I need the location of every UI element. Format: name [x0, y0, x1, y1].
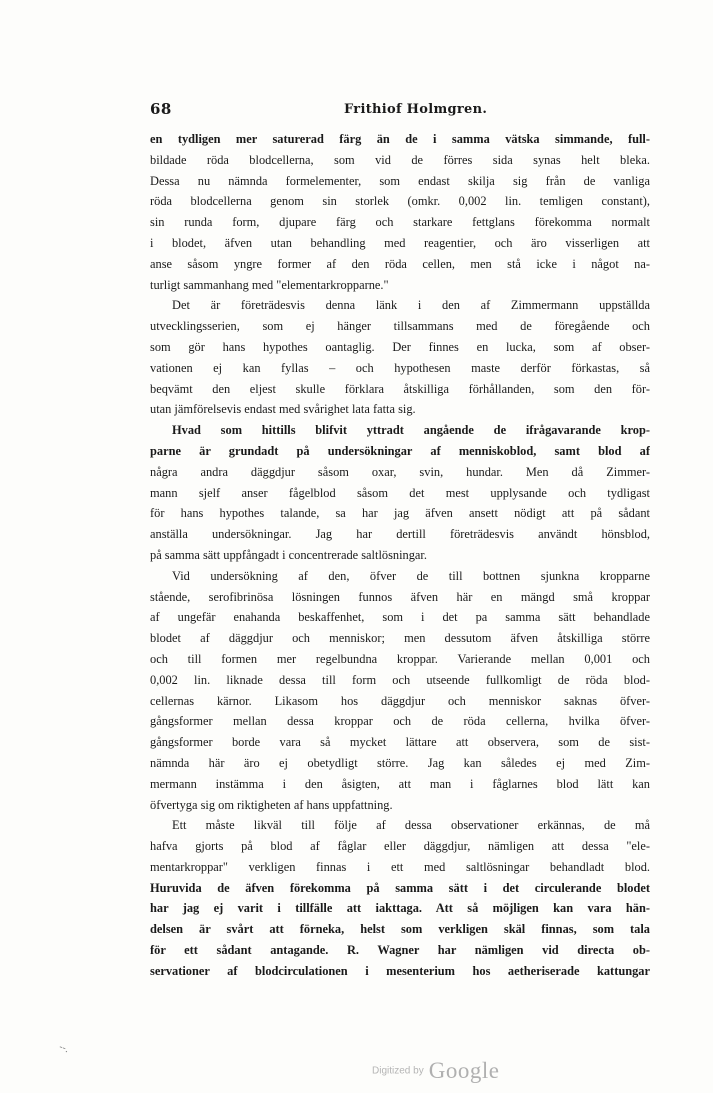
text-line: gångsformer mellan dessa kroppar och de röda cellerna, hvilka öfver- — [150, 714, 650, 729]
text-line: några andra däggdjur såsom oxar, svin, hundar. Men då Zimmer- — [150, 464, 650, 479]
text-line: hafva gjorts på blod af fåglar eller däggdjur, nämligen att dessa "ele- — [150, 839, 650, 854]
text-line: har jag ej varit i tillfälle att iakttaga. Att så möjligen kan vara hän- — [150, 901, 650, 916]
text-line: stående, serofibrinösa lösningen funnos äfven här en mängd små kroppar — [150, 589, 650, 604]
text-line: mermann instämma i den åsigten, att man i fåglarnes blod lätt kan — [150, 776, 650, 791]
text-line: bildade röda blodcellerna, som vid de förres sida synas helt bleka. — [150, 152, 650, 167]
digitized-by-watermark — [372, 1058, 500, 1084]
text-line: turligt sammanhang med "elementarkropparne." — [150, 277, 389, 292]
scan-artifact-mark: --. — [57, 1041, 71, 1056]
text-line: utan jämförelsevis endast med svårighet lata fatta sig. — [150, 402, 416, 417]
text-line: Ett måste likväl till följe af dessa observationer erkännas, de må — [172, 818, 650, 833]
text-line: af ungefär enahanda beskaffenhet, som i det pa samma sätt behandlade — [150, 610, 650, 625]
text-line: gångsformer borde vara så mycket lättare att observera, som de sist- — [150, 735, 650, 750]
text-line: röda blodcellerna genom sin storlek (omkr. 0,002 lin. temligen constant), — [150, 194, 650, 209]
text-line: mentarkroppar" verkligen finnas i ett med saltlösningar behandladt blod. — [150, 859, 650, 874]
digitized-by-label: Digitized by — [372, 1065, 424, 1077]
text-line: anställa undersökningar. Jag har dertill företrädesvis användt hönsblod, — [150, 527, 650, 542]
text-line: för ett sådant antagande. R. Wagner har nämligen vid directa ob- — [150, 943, 650, 958]
text-line: parne är grundadt på undersökningar af menniskoblod, samt blod af — [150, 443, 650, 458]
text-line: och till formen mer regelbundna kroppar. Varierande mellan 0,001 och — [150, 651, 650, 666]
text-line: mann sjelf anser fågelblod såsom det mest upplysande och tydligast — [150, 485, 650, 500]
text-line: på samma sätt uppfångadt i concentrerade saltlösningar. — [150, 547, 427, 562]
text-line: öfvertyga sig om riktigheten af hans uppfattning. — [150, 797, 393, 812]
text-line: nämnda här äro ej obetydligt större. Jag kan således ej med Zim- — [150, 755, 650, 770]
text-line: beqvämt den eljest skulle förklara åtskilliga förhållanden, som den för- — [150, 381, 650, 396]
text-line: anse såsom yngre former af den röda cellen, men stå icke i något na- — [150, 256, 650, 271]
text-line: Dessa nu nämnda formelementer, som endast skilja sig från de vanliga — [150, 173, 650, 188]
text-line: sin runda form, djupare färg och starkare fettglans förekomma normalt — [150, 215, 650, 230]
text-line: vationen ej kan fyllas – och hypothesen maste derför förkastas, så — [150, 360, 650, 375]
text-line: som gör hans hypothes oantaglig. Der finnes en lucka, som af obser- — [150, 339, 650, 354]
running-head-author: Frithiof Holmgren. — [344, 102, 488, 117]
text-line: en tydligen mer saturerad färg än de i samma vätska simmande, full- — [150, 132, 650, 146]
text-line: Hvad som hittills blifvit yttradt angående de ifrågavarande krop- — [172, 423, 650, 438]
text-line: servationer af blodcirculationen i mesenterium hos aetheriserade kattungar — [150, 963, 650, 978]
text-line: för hans hypothes talande, sa har jag äfven ansett nödigt att på sådant — [150, 506, 650, 521]
text-line: blodet af däggdjur och menniskor; men dessutom äfven åtskilliga större — [150, 631, 650, 646]
google-logo: Google — [428, 1058, 500, 1083]
page-header — [150, 100, 660, 122]
text-line: utvecklingsserien, som ej hänger tillsammans med de föregående och — [150, 319, 650, 334]
text-line: Vid undersökning af den, öfver de till bottnen sjunkna kropparne — [172, 568, 650, 583]
text-line: Det är företrädesvis denna länk i den af Zimmermann uppställda — [172, 298, 650, 313]
page-number: 68 — [150, 100, 172, 118]
text-line: i blodet, äfven utan behandling med reagentier, och äro visserligen att — [150, 235, 650, 250]
text-line: Huruvida de äfven förekomma på samma sätt i det circulerande blodet — [150, 880, 650, 895]
body-text — [150, 129, 650, 982]
text-line: cellernas kärnor. Likasom hos däggdjur och menniskor saknas öfver- — [150, 693, 650, 708]
text-line: 0,002 lin. liknade dessa till form och utseende fullkomligt de röda blod- — [150, 672, 650, 687]
text-line: delsen är svårt att förneka, helst som verkligen skäl finnas, som tala — [150, 922, 650, 937]
